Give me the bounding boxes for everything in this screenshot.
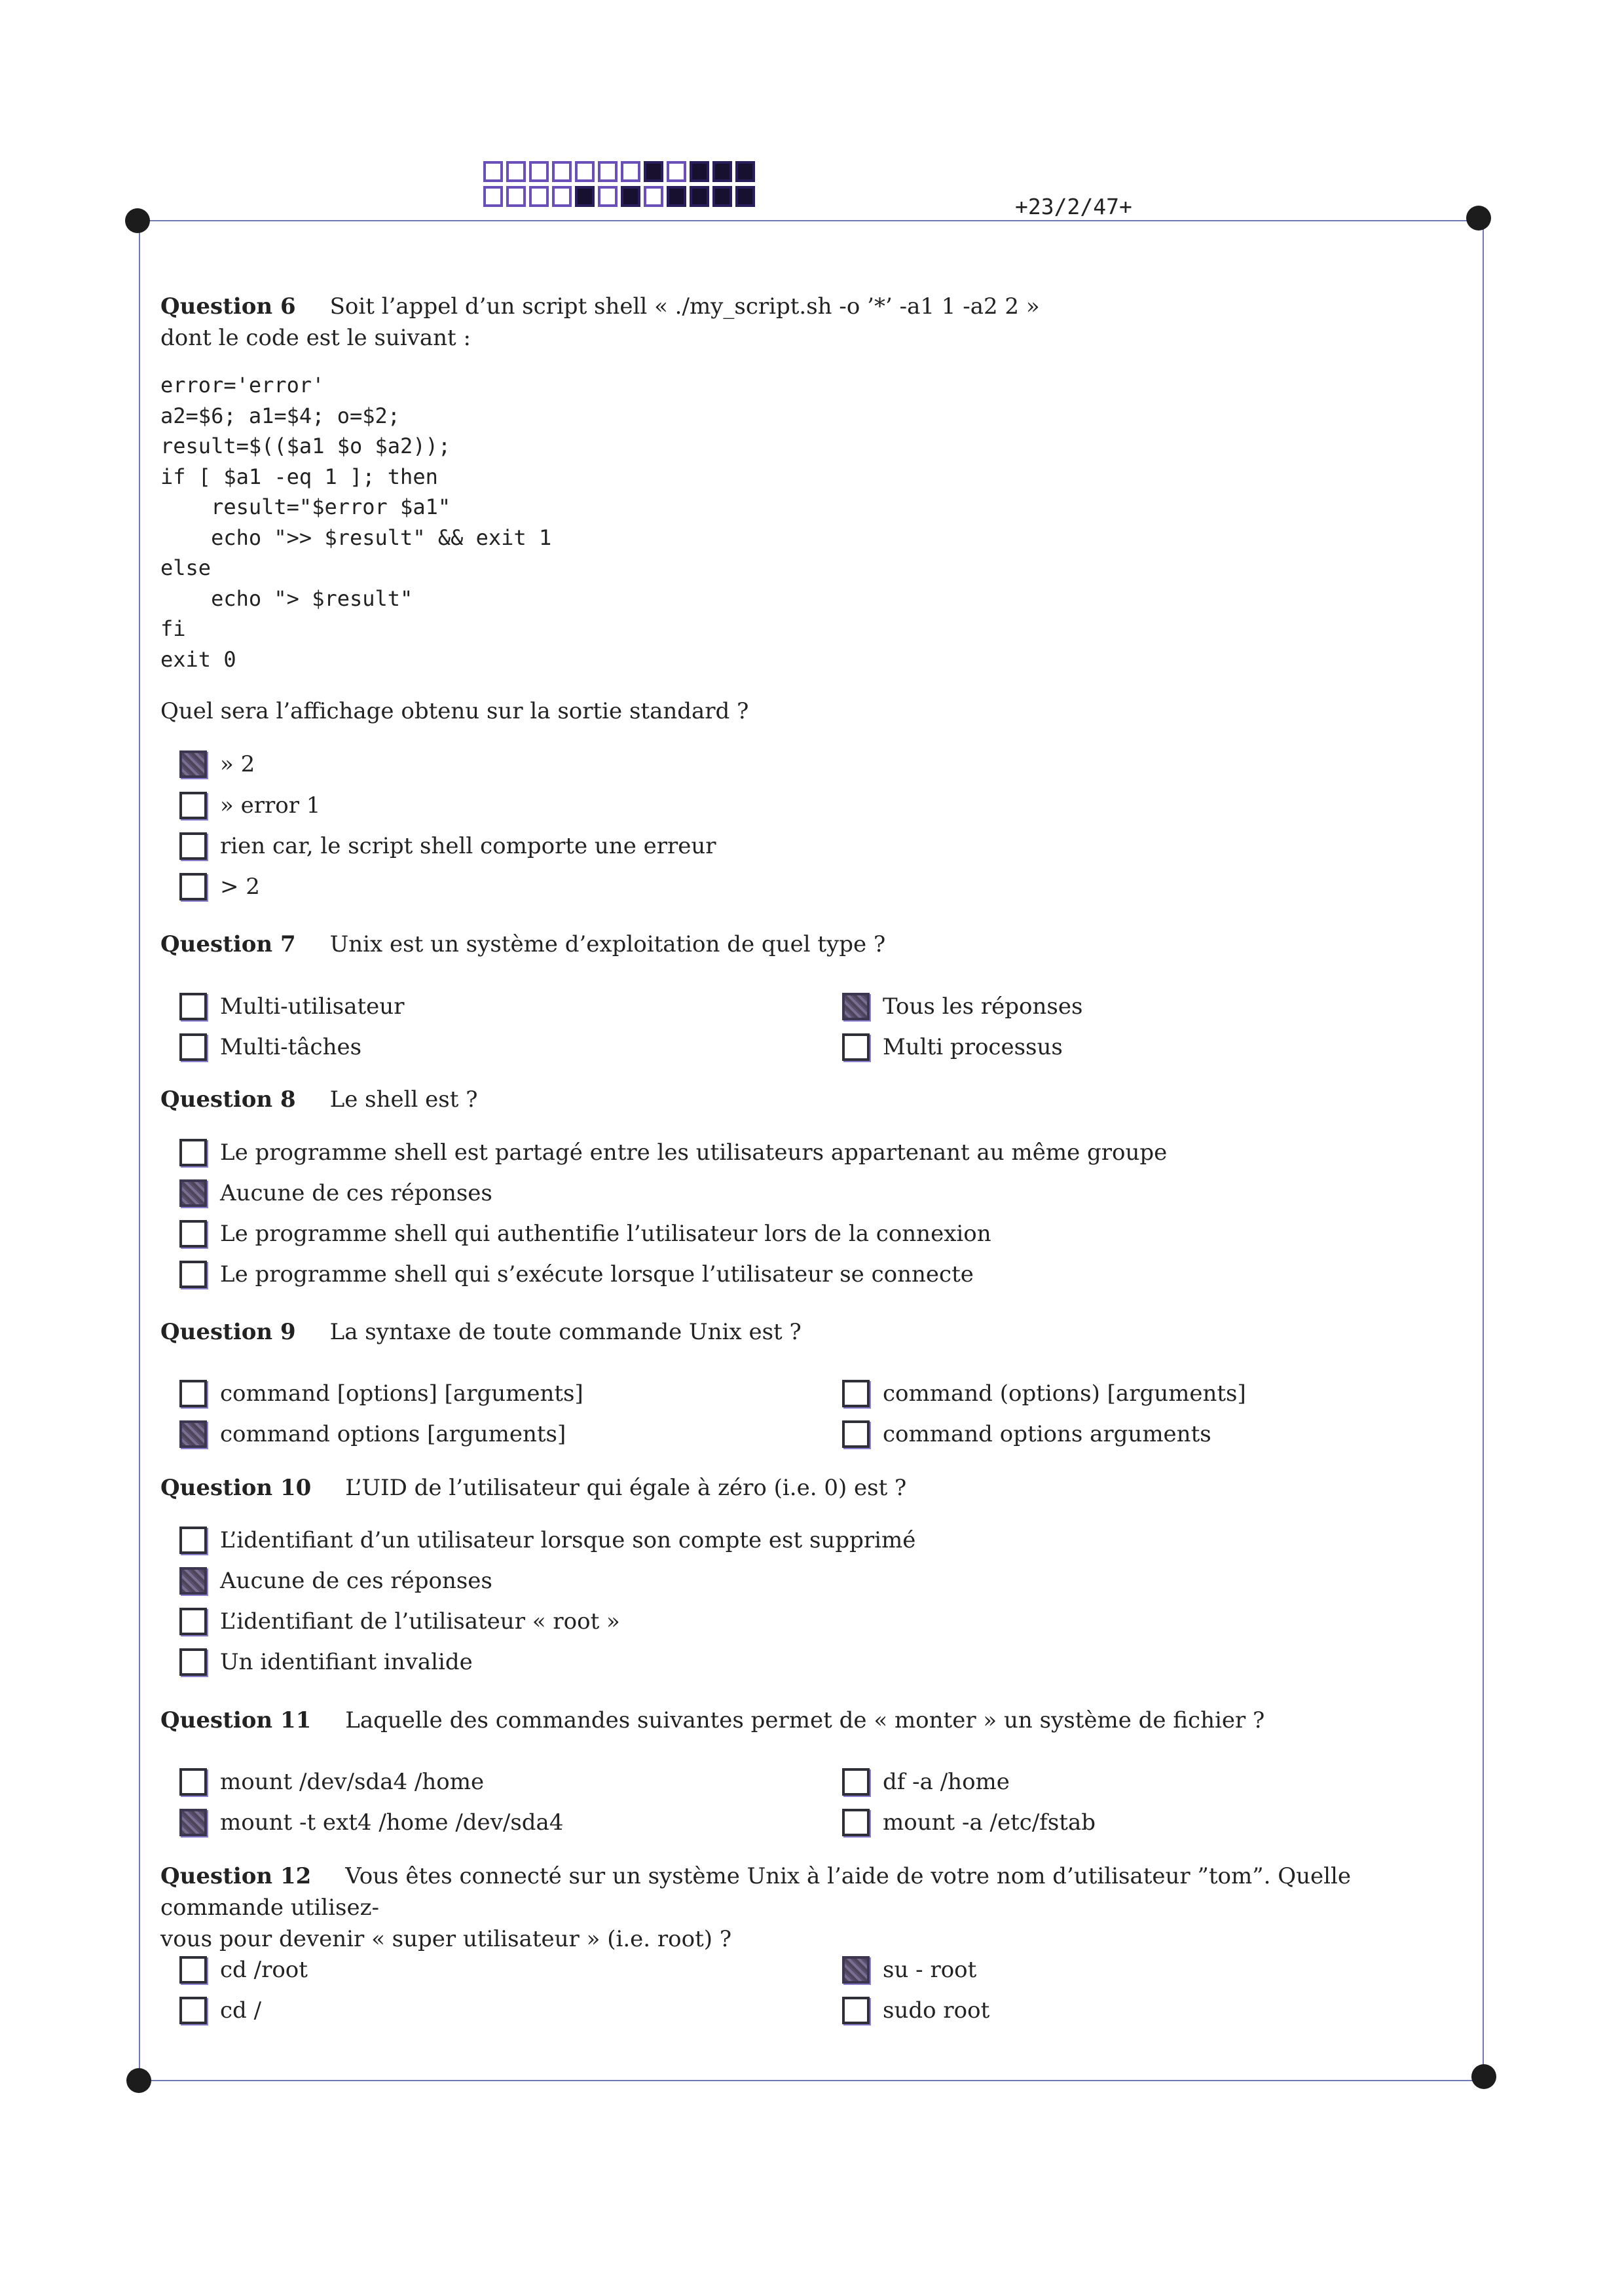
id-grid-cell [529,186,549,207]
q10-option-2[interactable] [179,1565,492,1597]
option-label: Aucune de ces réponses [220,1180,492,1206]
q12-option-4[interactable] [842,1994,989,2027]
id-grid-cell [644,186,663,207]
question-9-header [160,1316,1470,1348]
answer-checkbox[interactable] [842,1380,870,1407]
option-label: Multi-utilisateur [220,993,405,1020]
question-label: Question 11 [160,1707,312,1733]
q12-option-2[interactable] [179,1994,261,2027]
option-label: cd / [220,1997,262,2024]
question-text: Soit l’appel d’un script shell « ./my_script.sh -o ’*’ -a1 1 -a2 2 » [329,293,1040,320]
id-grid-cell [667,161,686,182]
answer-checkbox[interactable] [179,792,207,819]
answer-checkbox[interactable] [842,1809,870,1836]
option-label: sudo root [883,1997,990,2024]
answer-checkbox[interactable] [179,1956,207,1984]
answer-checkbox[interactable] [179,1567,207,1595]
question-label: Question 8 [160,1086,296,1113]
question-label: Question 9 [160,1319,296,1345]
id-grid-cell [552,186,572,207]
q11-option-4[interactable] [842,1806,1096,1839]
q10-option-3[interactable] [179,1605,620,1638]
id-grid-cell [552,161,572,182]
id-grid-cell [598,186,618,207]
q7-option-1[interactable] [179,990,404,1023]
id-grid-cell [575,186,595,207]
option-label: Multi-tâches [220,1034,362,1060]
answer-checkbox[interactable] [179,1220,207,1248]
answer-checkbox[interactable] [842,1997,870,2024]
q9-option-3[interactable] [842,1377,1246,1410]
answer-checkbox[interactable] [179,1261,207,1288]
question-label: Question 10 [160,1475,312,1501]
answer-checkbox[interactable] [842,993,870,1020]
option-label: Multi processus [883,1034,1063,1060]
option-label: Le programme shell qui s’exécute lorsque l’utilisateur se connecte [220,1261,974,1287]
question-text: Unix est un système d’exploitation de quel type ? [329,931,886,957]
q9-option-1[interactable] [179,1377,583,1410]
question-text: Le shell est ? [329,1086,478,1113]
answer-checkbox[interactable] [179,1768,207,1796]
student-id-grid [483,161,755,211]
q8-option-2[interactable] [179,1177,492,1210]
option-label: Aucune de ces réponses [220,1568,492,1594]
option-label: Le programme shell qui authentifie l’utilisateur lors de la connexion [220,1221,991,1247]
option-label: » 2 [220,751,255,777]
q8-option-3[interactable] [179,1217,991,1250]
answer-checkbox[interactable] [179,1648,207,1676]
id-grid-cell [667,186,686,207]
id-grid-cell [690,161,709,182]
option-label: Un identifiant invalide [220,1649,473,1675]
option-label: df -a /home [883,1769,1010,1795]
option-label: su - root [883,1957,977,1983]
answer-checkbox[interactable] [179,1139,207,1166]
answer-checkbox[interactable] [179,1033,207,1061]
id-grid-cell [735,186,755,207]
id-grid-cell [735,161,755,182]
option-label: mount -t ext4 /home /dev/sda4 [220,1809,564,1836]
id-grid-cell [598,161,618,182]
option-label: command (options) [arguments] [883,1380,1246,1407]
question-8-header [160,1084,1470,1115]
question-6-header [160,291,1470,354]
q10-option-1[interactable] [179,1524,915,1557]
q11-option-2[interactable] [179,1806,563,1839]
question-text-continued: vous pour devenir « super utilisateur » (i.e. root) ? [160,1926,732,1952]
q12-option-1[interactable] [179,1953,308,1986]
option-label: command [options] [arguments] [220,1380,583,1407]
option-label: > 2 [220,874,260,900]
option-label: cd /root [220,1957,308,1983]
question-text: La syntaxe de toute commande Unix est ? [329,1319,802,1345]
id-grid-cell [690,186,709,207]
question-text: Laquelle des commandes suivantes permet de « monter » un système de fichier ? [345,1707,1265,1733]
question-6-prompt: Quel sera l’affichage obtenu sur la sortie standard ? [160,698,749,724]
question-label: Question 6 [160,293,296,320]
answer-checkbox[interactable] [179,1608,207,1635]
option-label: command options [arguments] [220,1421,566,1447]
q6-option-3[interactable] [179,830,716,862]
answer-checkbox[interactable] [179,1997,207,2024]
q7-option-4[interactable] [842,1031,1063,1064]
corner-marker-top-left [125,208,150,233]
corner-marker-bottom-left [126,2068,151,2093]
answer-checkbox[interactable] [842,1033,870,1061]
q7-option-2[interactable] [179,1031,361,1064]
page-id: +23/2/47+ [1015,194,1132,219]
corner-marker-bottom-right [1471,2064,1496,2089]
option-label: mount /dev/sda4 /home [220,1769,485,1795]
question-label: Question 12 [160,1863,312,1889]
question-11-header [160,1705,1470,1736]
answer-checkbox[interactable] [179,1380,207,1407]
answer-checkbox[interactable] [179,832,207,860]
answer-checkbox[interactable] [179,1809,207,1836]
answer-checkbox[interactable] [179,1179,207,1207]
id-grid-cell [483,161,503,182]
question-text: L’UID de l’utilisateur qui égale à zéro (i.e. 0) est ? [345,1475,907,1501]
question-7-header [160,929,1470,960]
q12-option-3[interactable] [842,1953,976,1986]
id-grid-row [483,186,755,207]
id-grid-cell [506,186,526,207]
option-label: rien car, le script shell comporte une erreur [220,833,716,859]
id-grid-cell [621,186,640,207]
q9-option-4[interactable] [842,1418,1211,1451]
question-10-header [160,1472,1470,1504]
answer-checkbox[interactable] [179,750,207,778]
q9-option-2[interactable] [179,1418,566,1451]
id-grid-cell [712,186,732,207]
question-text: Vous êtes connecté sur un système Unix à l’aide de votre nom d’utilisateur ”tom”. Quelle commande utilisez- [160,1863,1351,1921]
option-label: L’identifiant d’un utilisateur lorsque son compte est supprimé [220,1527,916,1553]
q6-option-2[interactable] [179,789,320,822]
answer-checkbox[interactable] [179,873,207,900]
option-label: L’identifiant de l’utilisateur « root » [220,1608,620,1635]
answer-checkbox[interactable] [179,1420,207,1448]
q11-option-3[interactable] [842,1766,1010,1798]
q6-option-4[interactable] [179,870,260,903]
id-grid-cell [621,161,640,182]
id-grid-cell [483,186,503,207]
option-label: Le programme shell est partagé entre les utilisateurs appartenant au même groupe [220,1139,1168,1166]
option-label: mount -a /etc/fstab [883,1809,1096,1836]
answer-checkbox[interactable] [179,993,207,1020]
q7-option-3[interactable] [842,990,1082,1023]
q6-option-1[interactable] [179,748,255,781]
option-label: Tous les réponses [883,993,1083,1020]
shell-script-code: error='error' a2=$6; a1=$4; o=$2; result=$(($a1 $o $a2)); if [ $a1 -eq 1 ]; then result="$error $a1" echo ">> $result" && exit 1 else echo "> $result" fi exit 0 [160,373,552,672]
question-label: Question 7 [160,931,296,957]
answer-checkbox[interactable] [842,1956,870,1984]
option-label: command options arguments [883,1421,1211,1447]
answer-checkbox[interactable] [179,1527,207,1554]
id-grid-cell [712,161,732,182]
q8-option-1[interactable] [179,1136,1167,1169]
q11-option-1[interactable] [179,1766,484,1798]
id-grid-cell [506,161,526,182]
q8-option-4[interactable] [179,1258,974,1291]
answer-checkbox[interactable] [842,1768,870,1796]
q10-option-4[interactable] [179,1646,473,1678]
id-grid-row [483,161,755,182]
option-label: » error 1 [220,792,321,819]
answer-checkbox[interactable] [842,1420,870,1448]
id-grid-cell [529,161,549,182]
id-grid-cell [575,161,595,182]
corner-marker-top-right [1466,206,1491,231]
id-grid-cell [644,161,663,182]
question-text-continued: dont le code est le suivant : [160,325,471,351]
question-12-header [160,1861,1470,1955]
